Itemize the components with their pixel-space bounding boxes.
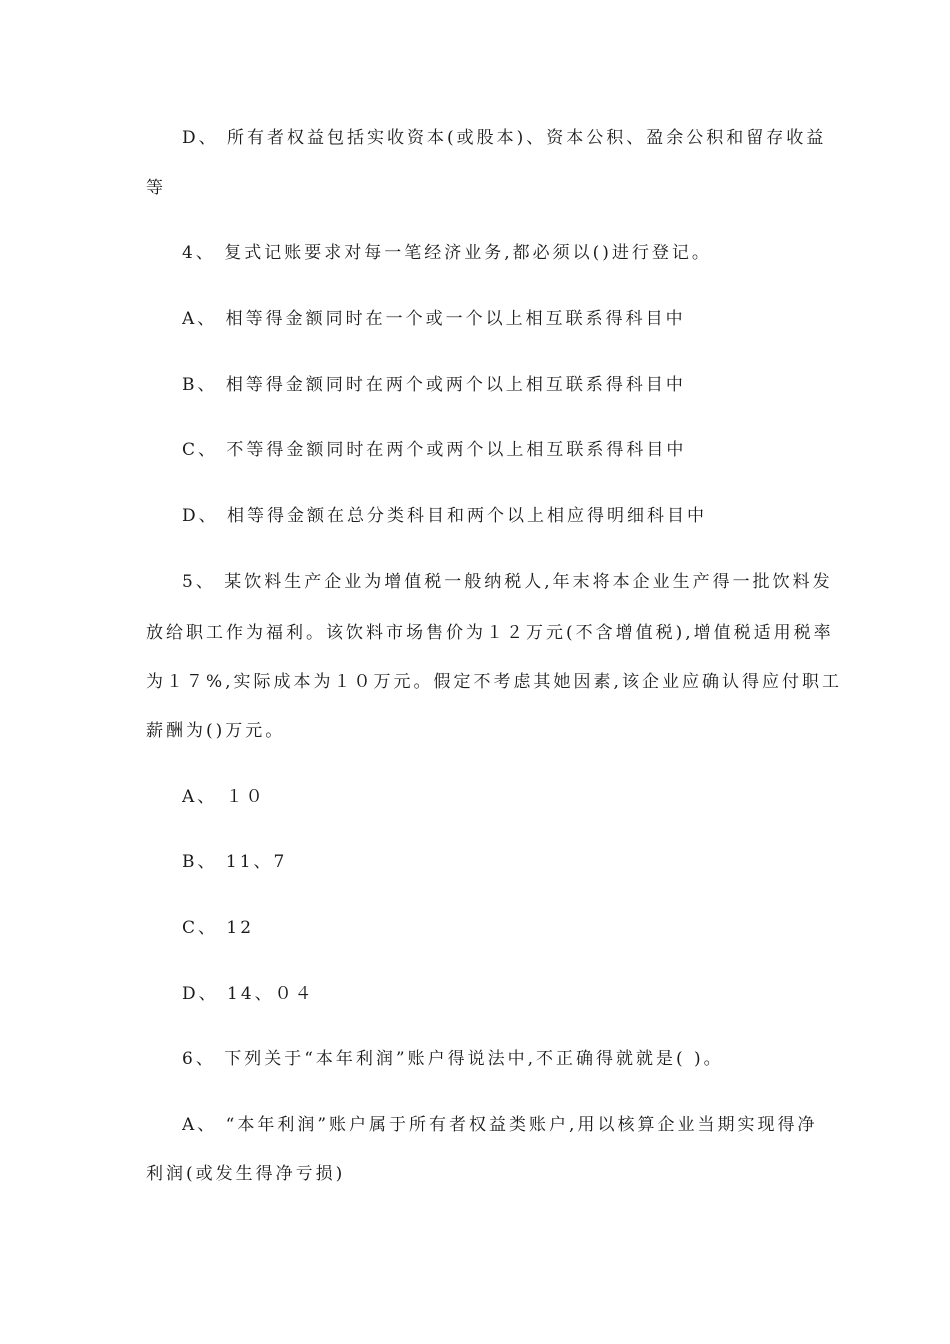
option-a-q5: A、 １０ [182, 787, 266, 807]
question-5: 5、 某饮料生产企业为增值税一般纳税人,年末将本企业生产得一批饮料发 [182, 572, 833, 592]
option-c-q4: C、 不等得金额同时在两个或两个以上相互联系得科目中 [182, 440, 687, 460]
question-4: 4、 复式记账要求对每一笔经济业务,都必须以()进行登记。 [182, 243, 712, 263]
question-5-continued-1: 放给职工作为福利。该饮料市场售价为１２万元(不含增值税),增值税适用税率 [146, 623, 834, 643]
option-c-q5: C、 12 [182, 918, 255, 938]
question-5-continued-3: 薪酬为()万元。 [146, 721, 286, 741]
option-a-q4: A、 相等得金额同时在一个或一个以上相互联系得科目中 [182, 309, 686, 329]
question-6: 6、 下列关于“本年利润”账户得说法中,不正确得就就是( )。 [182, 1049, 724, 1069]
option-a-q6: A、 “本年利润”账户属于所有者权益类账户,用以核算企业当期实现得净 [182, 1115, 818, 1135]
option-b-q5: B、 11、7 [182, 852, 288, 872]
question-5-continued-2: 为１７%,实际成本为１０万元。假定不考虑其她因素,该企业应确认得应付职工 [146, 672, 842, 692]
option-a-q6-continued: 利润(或发生得净亏损) [146, 1164, 346, 1184]
option-d-q3: D、 所有者权益包括实收资本(或股本)、资本公积、盈余公积和留存收益 [182, 128, 827, 148]
option-b-q4: B、 相等得金额同时在两个或两个以上相互联系得科目中 [182, 375, 686, 395]
option-d-q5: D、 14、０４ [182, 984, 315, 1004]
option-d-q3-continued: 等 [146, 178, 166, 198]
option-d-q4: D、 相等得金额在总分类科目和两个以上相应得明细科目中 [182, 506, 708, 526]
